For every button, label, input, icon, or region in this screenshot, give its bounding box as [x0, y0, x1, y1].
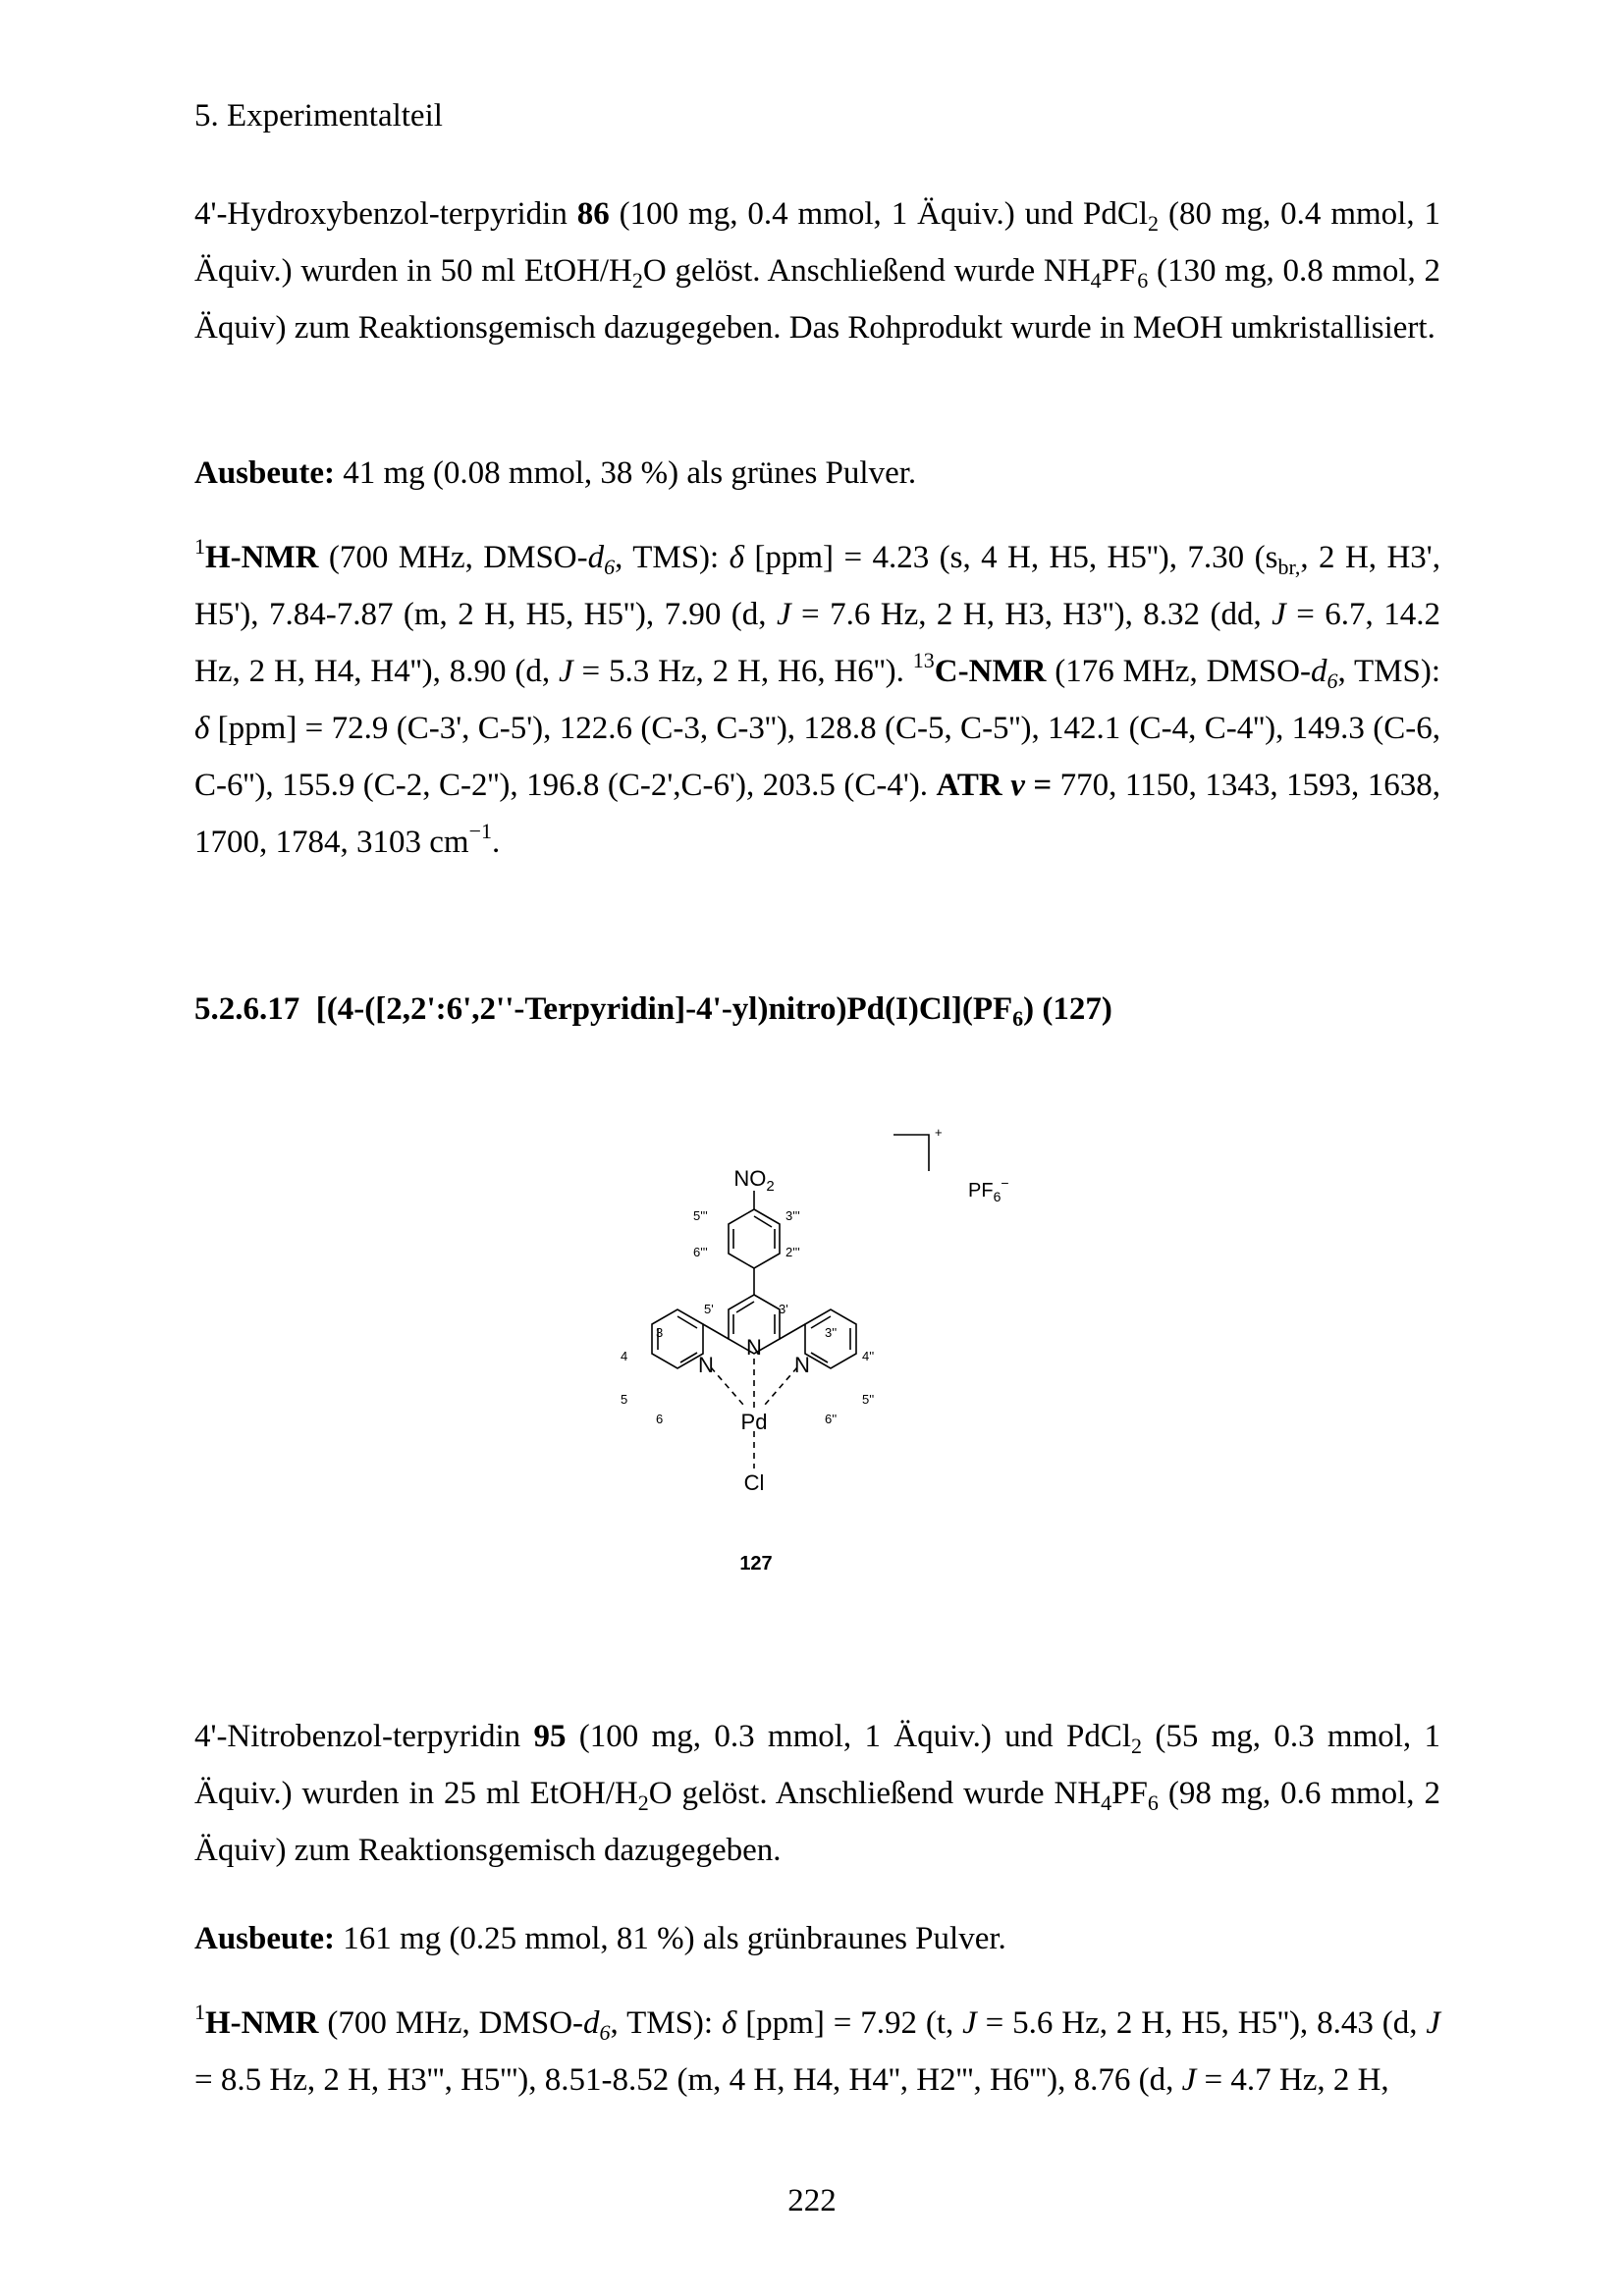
locant-label: 3''': [785, 1208, 800, 1223]
section-heading: [194, 989, 1440, 1029]
subscript: 6: [599, 2020, 611, 2045]
no2-label: $NO_2$: [733, 1166, 775, 1195]
text-run: [ppm] = 7.92 (t,: [736, 2005, 963, 2041]
superscript: 1: [194, 534, 205, 559]
nmr-text: [194, 529, 1440, 871]
text-run: PF: [1111, 1776, 1148, 1811]
h-nmr-label: H-NMR: [205, 540, 319, 575]
locant-label: 5''': [693, 1208, 708, 1223]
subscript: 2: [637, 1790, 649, 1815]
text-run: 4'-Hydroxybenzol-terpyridin: [194, 196, 577, 232]
italic-j: J: [1426, 2005, 1440, 2041]
italic-d: d: [1310, 654, 1327, 689]
subscript: 6: [604, 555, 616, 579]
synthesis-paragraph-86: [194, 186, 1440, 356]
subscript: br,: [1277, 555, 1301, 579]
subscript: 2: [1148, 211, 1160, 236]
compound-number: 127: [739, 1553, 773, 1575]
subscript: 6: [1147, 1790, 1159, 1815]
locant-label: 5'': [862, 1392, 875, 1407]
page-number: 222: [787, 2183, 837, 2218]
text-run: (80 mg, 0.4 mmol, 1 Äquiv.) wurden in 50 ml EtOH/H: [194, 196, 1440, 289]
bond: [703, 1324, 729, 1339]
n-center-label: N: [746, 1335, 762, 1360]
text-run: , TMS):: [1337, 654, 1441, 689]
subscript: 2: [631, 268, 643, 293]
n-left-label: N: [698, 1353, 714, 1377]
locant-label: 4: [621, 1349, 628, 1363]
italic-j: J: [776, 597, 791, 632]
subscript: 6: [1137, 268, 1149, 293]
superscript: 1: [194, 2000, 205, 2024]
locant-label: 3': [779, 1302, 788, 1316]
cl-label: Cl: [743, 1470, 765, 1495]
italic-j: J: [1181, 2062, 1197, 2098]
text-run: , TMS):: [610, 2005, 722, 2041]
text-run: 770, 1150, 1343, 1593, 1638, 1700, 1784, 3103 cm: [194, 768, 1441, 860]
text-run: = 4.7 Hz, 2 H,: [1196, 2062, 1389, 2098]
chemical-structure-127: [589, 1119, 1041, 1590]
text-run: = 8.5 Hz, 2 H, H3''', H5'''), 8.51-8.52 (m, 4 H, H4, H4'', H2''', H6'''), 8.76 (d,: [194, 2062, 1182, 2098]
paragraph-text: [194, 186, 1440, 356]
text-run: O gelöst. Anschließend wurde NH: [648, 1776, 1102, 1811]
delta-symbol: δ: [194, 711, 210, 746]
italic-j: J: [962, 2005, 977, 2041]
heading-text: ) (127): [1023, 991, 1112, 1027]
nmr-paragraph-2: [194, 1995, 1440, 2109]
italic-j: J: [558, 654, 573, 689]
phenyl-ring: [729, 1209, 780, 1268]
italic-j: J: [1272, 597, 1286, 632]
pd-label: Pd: [740, 1410, 768, 1434]
nu-symbol: ν: [1010, 768, 1025, 803]
yield-label: Ausbeute:: [194, 1921, 336, 1956]
text-run: = 5.6 Hz, 2 H, H5, H5''), 8.43 (d,: [976, 2005, 1427, 2041]
text-run: , 2 H, H3', H5'), 7.84-7.87 (m, 2 H, H5, H5''), 7.90 (d,: [194, 540, 1440, 632]
coordination-bond: [711, 1367, 743, 1405]
text-run: 4'-Nitrobenzol-terpyridin: [194, 1719, 534, 1754]
compound-ref: 86: [576, 196, 610, 232]
heading-text: [(4-([2,2':6',2''-Terpyridin]-4'-yl)nitro)Pd(I)Cl](PF: [299, 991, 1013, 1027]
locant-label: 4'': [862, 1349, 875, 1363]
delta-symbol: δ: [721, 2005, 737, 2041]
text-run: (176 MHz, DMSO-: [1046, 654, 1311, 689]
text-run: [ppm] = 72.9 (C-3', C-5'), 122.6 (C-3, C-3''), 128.8 (C-5, C-5''), 142.1 (C-4, C-4''), 149.3 (C-6, C-6''), 155.9 (C-2, C-2''), 196.8 (C-2',C-6'), 203.5 (C-4').: [194, 711, 1440, 803]
locant-label: 5: [621, 1392, 628, 1407]
locant-label: 6''': [693, 1245, 708, 1259]
yield-value: 161 mg (0.25 mmol, 81 %) als grünbraunes Pulver.: [335, 1921, 1006, 1956]
italic-d: d: [583, 2005, 600, 2041]
text-run: (700 MHz, DMSO-: [318, 2005, 584, 2041]
synthesis-paragraph-95: [194, 1708, 1440, 1879]
charge-plus: +: [935, 1125, 943, 1140]
atr-equals: =: [1024, 768, 1053, 803]
text-run: = 7.6 Hz, 2 H, H3, H3''), 8.32 (dd,: [790, 597, 1272, 632]
yield-label: Ausbeute:: [194, 455, 336, 491]
text-run: = 5.3 Hz, 2 H, H6, H6'').: [572, 654, 913, 689]
text-run: O gelöst. Anschließend wurde NH: [642, 253, 1091, 289]
running-head: 5. Experimentalteil: [194, 98, 443, 133]
text-run: (130 mg, 0.8 mmol, 2 Äquiv) zum Reaktionsgemisch dazugegeben. Das Rohprodukt wurde in MeOH umkristallisiert.: [194, 253, 1441, 346]
n-right-label: N: [794, 1353, 810, 1377]
yield-line-2: [194, 1919, 1440, 1958]
locant-label: 6: [656, 1412, 664, 1426]
text-run: PF: [1101, 253, 1138, 289]
section-number: 5.2.6.17: [194, 991, 300, 1027]
text-run: (55 mg, 0.3 mmol, 1 Äquiv.) wurden in 25 ml EtOH/H: [194, 1719, 1440, 1811]
locant-label: 3: [656, 1325, 664, 1340]
subscript: 6: [1012, 1006, 1024, 1031]
locant-label: 5': [704, 1302, 714, 1316]
text-run: [ppm] = 4.23 (s, 4 H, H5, H5''), 7.30 (s: [743, 540, 1278, 575]
text-run: (700 MHz, DMSO-: [318, 540, 588, 575]
subscript: 4: [1090, 268, 1102, 293]
bond: [780, 1324, 805, 1339]
yield-line-1: [194, 454, 1440, 493]
italic-d: d: [587, 540, 605, 575]
coordination-bond: [765, 1367, 797, 1405]
structure-drawing: [589, 1119, 1041, 1590]
nmr-text: [194, 1995, 1440, 2109]
delta-symbol: δ: [729, 540, 744, 575]
paragraph-text: [194, 1708, 1440, 1879]
subscript: 6: [1326, 668, 1338, 693]
locant-label: 6'': [825, 1412, 838, 1426]
text-run: = 6.7, 14.2 Hz, 2 H, H4, H4''), 8.90 (d,: [194, 597, 1440, 689]
subscript: 2: [1131, 1734, 1143, 1758]
text-run: (100 mg, 0.4 mmol, 1 Äquiv.) und PdCl: [609, 196, 1149, 232]
c-nmr-label: C-NMR: [934, 654, 1047, 689]
atr-label: ATR: [936, 768, 1011, 803]
nmr-paragraph-1: [194, 529, 1440, 871]
charge-bracket: [893, 1135, 929, 1171]
pf6-label: $PF_6^-$: [968, 1175, 1009, 1204]
subscript: 4: [1101, 1790, 1112, 1815]
text-run: (98 mg, 0.6 mmol, 2 Äquiv) zum Reaktionsgemisch dazugegeben.: [194, 1776, 1440, 1868]
superscript: 13: [912, 648, 935, 672]
superscript: −1: [468, 819, 492, 843]
text-run: (100 mg, 0.3 mmol, 1 Äquiv.) und PdCl: [566, 1719, 1132, 1754]
locant-label: 3'': [825, 1325, 838, 1340]
yield-value: 41 mg (0.08 mmol, 38 %) als grünes Pulver.: [335, 455, 917, 491]
text-run: .: [492, 825, 501, 860]
locant-label: 2''': [785, 1245, 800, 1259]
text-run: , TMS):: [615, 540, 730, 575]
compound-ref: 95: [533, 1719, 567, 1754]
h-nmr-label: H-NMR: [205, 2005, 319, 2041]
